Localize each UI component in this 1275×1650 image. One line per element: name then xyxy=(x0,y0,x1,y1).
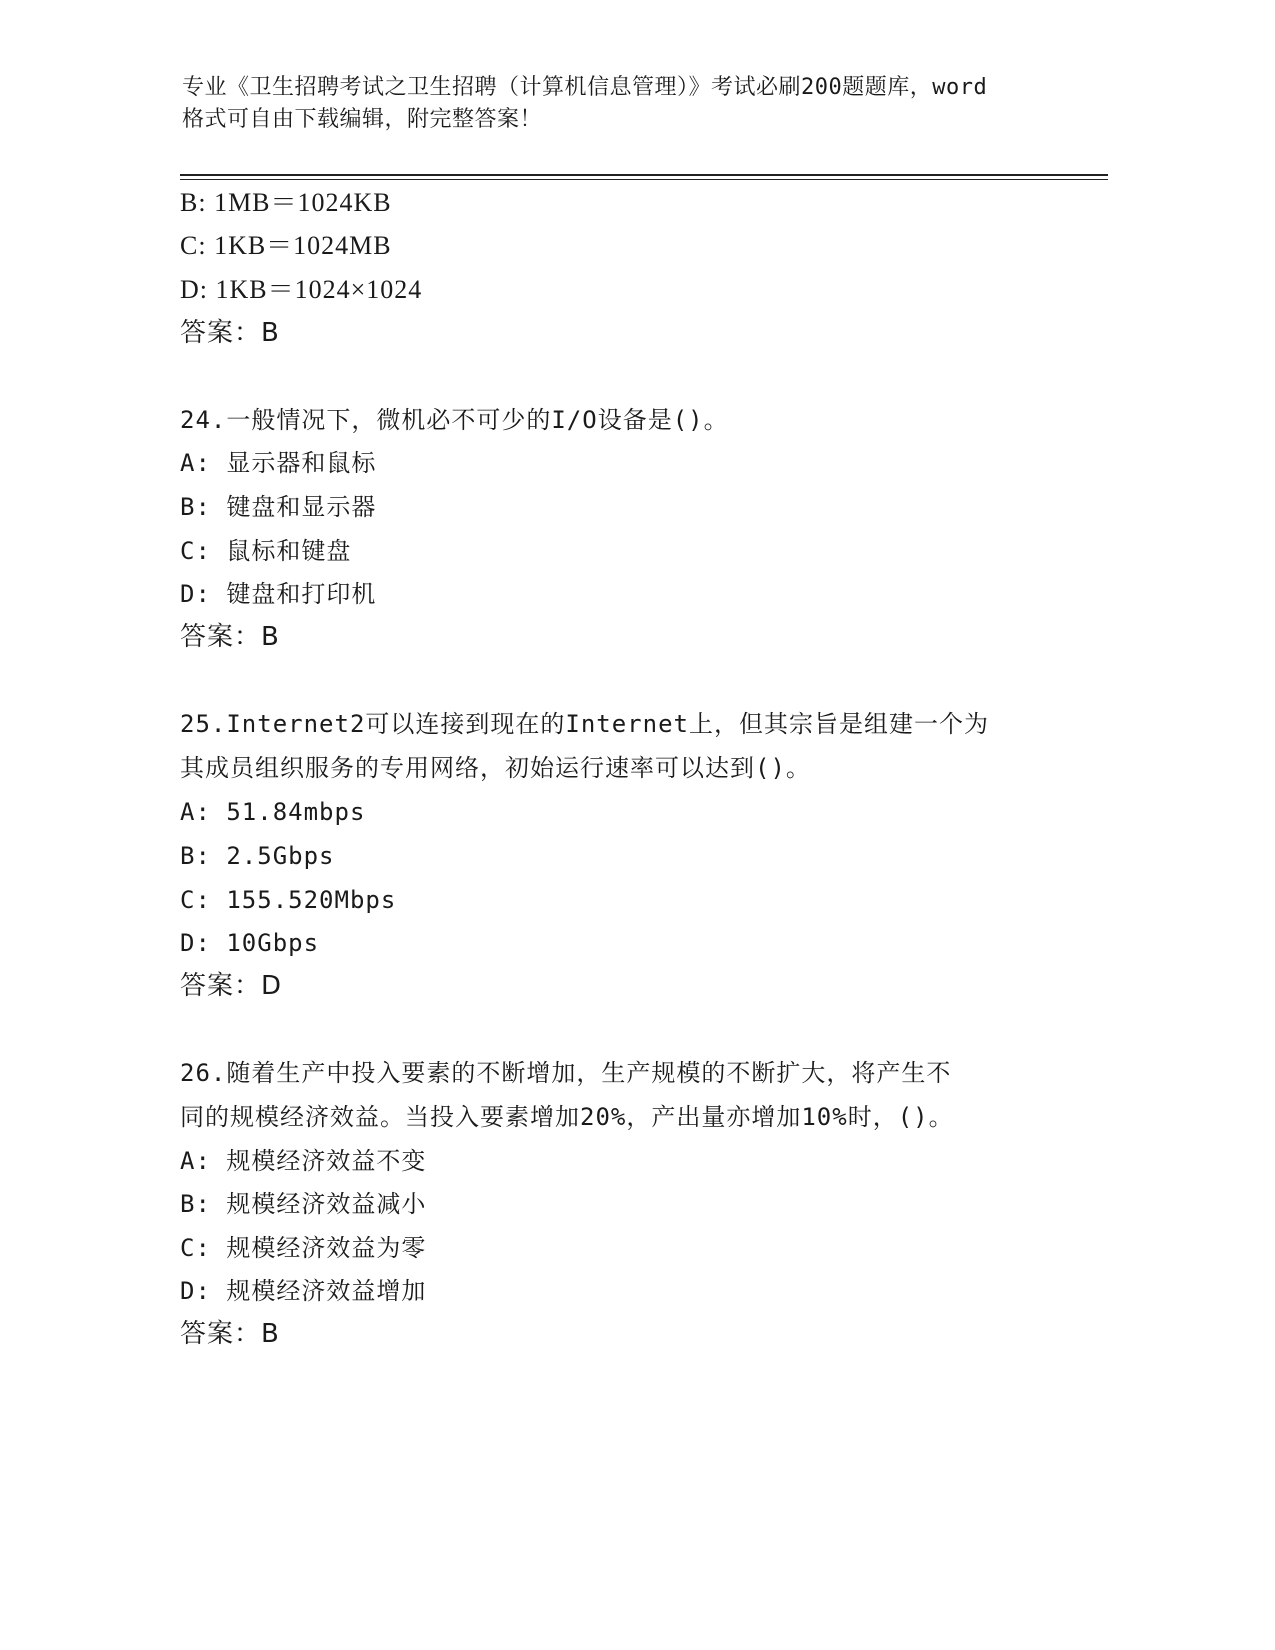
header-line-1: 专业《卫生招聘考试之卫生招聘（计算机信息管理）》考试必刷200题题库，word xyxy=(182,75,988,100)
q26-option-c: C: 规模经济效益为零 xyxy=(180,1234,427,1262)
document-header xyxy=(182,72,1082,136)
q25-answer: 答案：D xyxy=(180,971,283,1001)
header-line-2: 格式可自由下载编辑，附完整答案！ xyxy=(182,107,543,132)
q23-answer: 答案：B xyxy=(180,318,280,348)
q23-option-d: D: 1KB＝1024×1024 xyxy=(180,275,423,304)
q26-question-line-2: 同的规模经济效益。当投入要素增加20%，产出量亦增加10%时，()。 xyxy=(180,1103,954,1131)
q25-option-d: D: 10Gbps xyxy=(180,929,320,957)
q25-option-b: B: 2.5Gbps xyxy=(180,842,335,870)
q25-question-line-1: 25.Internet2可以连接到现在的Internet上，但其宗旨是组建一个为 xyxy=(180,710,989,738)
q26-option-b: B: 规模经济效益减小 xyxy=(180,1190,427,1218)
q24-option-a: A: 显示器和鼠标 xyxy=(180,449,377,477)
header-divider-thick xyxy=(180,174,1108,176)
q24-option-c: C: 鼠标和键盘 xyxy=(180,537,352,565)
q26-answer: 答案：B xyxy=(180,1319,280,1349)
q25-question-line-2: 其成员组织服务的专用网络，初始运行速率可以达到()。 xyxy=(180,754,811,782)
header-divider-thin xyxy=(180,179,1108,180)
q26-question-line-1: 26.随着生产中投入要素的不断增加，生产规模的不断扩大，将产生不 xyxy=(180,1059,952,1087)
q24-question: 24.一般情况下，微机必不可少的I/O设备是()。 xyxy=(180,406,729,434)
q23-option-c: C: 1KB＝1024MB xyxy=(180,231,392,260)
q24-answer: 答案：B xyxy=(180,622,280,652)
q25-option-c: C: 155.520Mbps xyxy=(180,886,397,914)
q26-option-a: A: 规模经济效益不变 xyxy=(180,1147,427,1175)
q23-option-b: B: 1MB＝1024KB xyxy=(180,188,392,217)
q24-option-b: B: 键盘和显示器 xyxy=(180,493,377,521)
q24-option-d: D: 键盘和打印机 xyxy=(180,580,377,608)
q25-option-a: A: 51.84mbps xyxy=(180,798,366,826)
q26-option-d: D: 规模经济效益增加 xyxy=(180,1277,427,1305)
